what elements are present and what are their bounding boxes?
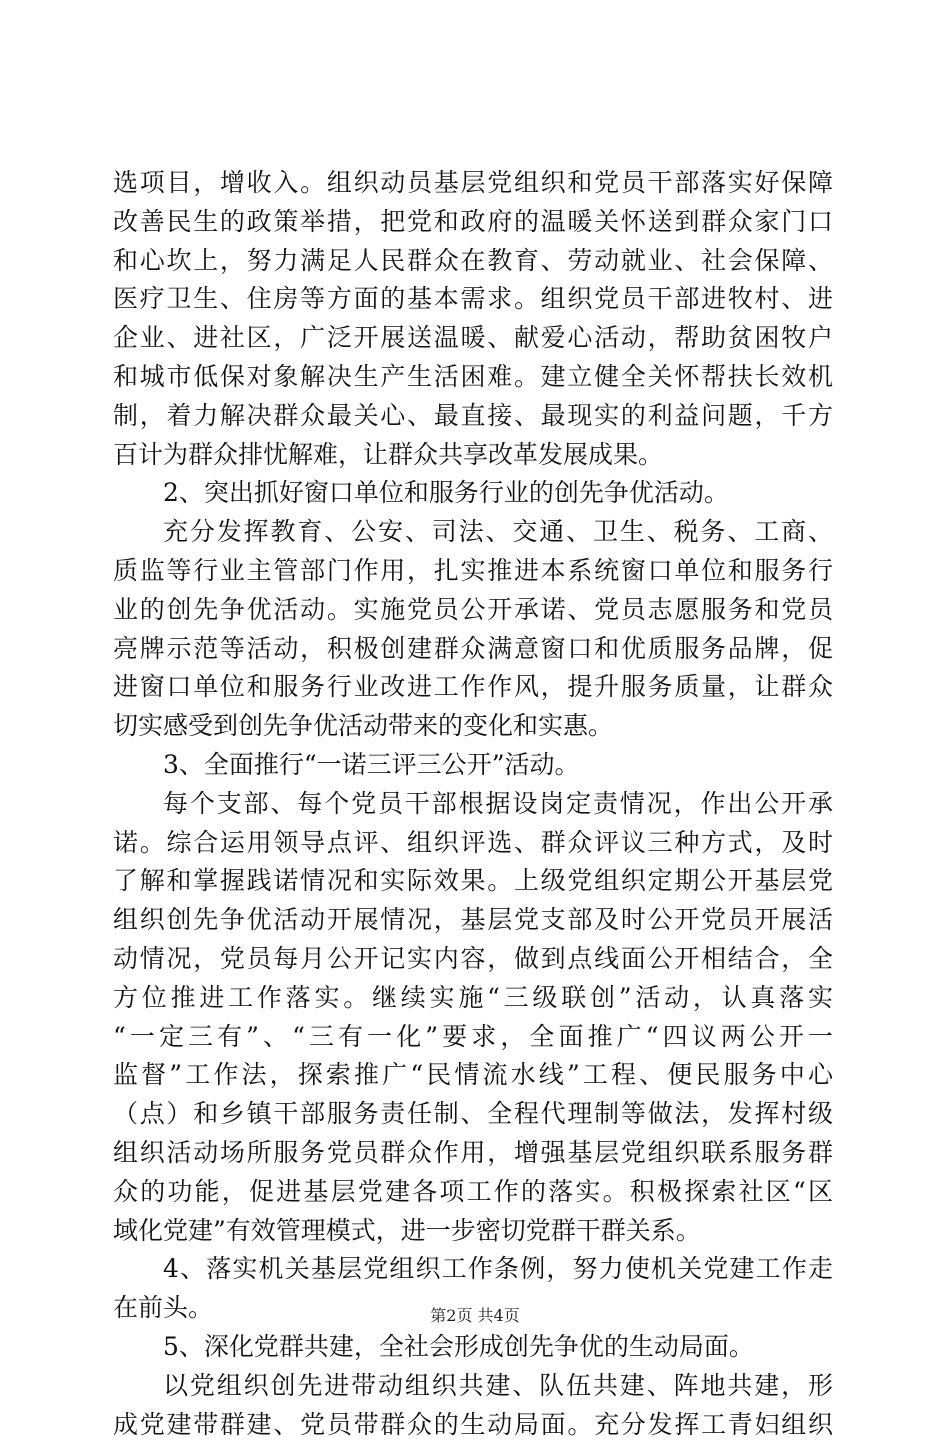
section-heading: 3、全面推行“一诺三评三公开”活动。 — [113, 746, 833, 785]
body-line: 组织创先争优活动开展情况，基层党支部及时公开党员开展活 — [113, 901, 833, 940]
body-line: 质监等行业主管部门作用，扎实推进本系统窗口单位和服务行 — [113, 552, 833, 591]
body-line: 动情况，党员每月公开记实内容，做到点线面公开相结合，全 — [113, 940, 833, 979]
body-line: 在前头。 — [113, 1289, 833, 1328]
body-line: 亮牌示范等活动，积极创建群众满意窗口和优质服务品牌，促 — [113, 630, 833, 669]
page-number-footer: 第2页 共4页 — [0, 1306, 950, 1326]
body-line: 域化党建”有效管理模式，进一步密切党群干群关系。 — [113, 1212, 833, 1251]
body-line: “一定三有”、“三有一化”要求，全面推广“四议两公开一 — [113, 1018, 833, 1057]
body-line: 企业、进社区，广泛开展送温暖、献爱心活动，帮助贫困牧户 — [113, 319, 833, 358]
paragraph-first-line: 充分发挥教育、公安、司法、交通、卫生、税务、工商、 — [113, 513, 833, 552]
body-line: 成党建带群建、党员带群众的生动局面。充分发挥工青妇组织 — [113, 1406, 833, 1444]
body-line: 进窗口单位和服务行业改进工作作风，提升服务质量，让群众 — [113, 668, 833, 707]
paragraph-first-line: 每个支部、每个党员干部根据设岗定责情况，作出公开承 — [113, 785, 833, 824]
paragraph-first-line: 以党组织创先进带动组织共建、队伍共建、阵地共建，形 — [113, 1367, 833, 1406]
body-line: 方位推进工作落实。继续实施“三级联创”活动，认真落实 — [113, 979, 833, 1018]
body-line: 和城市低保对象解决生产生活困难。建立健全关怀帮扶长效机 — [113, 358, 833, 397]
body-line: 业的创先争优活动。实施党员公开承诺、党员志愿服务和党员 — [113, 591, 833, 630]
body-line: 改善民生的政策举措，把党和政府的温暖关怀送到群众家门口 — [113, 203, 833, 242]
body-line: （点）和乡镇干部服务责任制、全程代理制等做法，发挥村级 — [113, 1095, 833, 1134]
body-line: 制，着力解决群众最关心、最直接、最现实的利益问题，千方 — [113, 397, 833, 436]
section-heading: 2、突出抓好窗口单位和服务行业的创先争优活动。 — [113, 474, 833, 513]
body-line: 百计为群众排忧解难，让群众共享改革发展成果。 — [113, 436, 833, 475]
body-line: 选项目，增收入。组织动员基层党组织和党员干部落实好保障 — [113, 164, 833, 203]
body-line: 组织活动场所服务党员群众作用，增强基层党组织联系服务群 — [113, 1134, 833, 1173]
body-line: 了解和掌握践诺情况和实际效果。上级党组织定期公开基层党 — [113, 862, 833, 901]
body-line: 诺。综合运用领导点评、组织评选、群众评议三种方式，及时 — [113, 824, 833, 863]
document-body — [113, 164, 833, 1444]
section-heading: 5、深化党群共建，全社会形成创先争优的生动局面。 — [113, 1328, 833, 1367]
body-line: 医疗卫生、住房等方面的基本需求。组织党员干部进牧村、进 — [113, 280, 833, 319]
body-line: 和心坎上，努力满足人民群众在教育、劳动就业、社会保障、 — [113, 242, 833, 281]
section-heading: 4、落实机关基层党组织工作条例，努力使机关党建工作走 — [113, 1250, 833, 1289]
body-line: 切实感受到创先争优活动带来的变化和实惠。 — [113, 707, 833, 746]
body-line: 监督”工作法，探索推广“民情流水线”工程、便民服务中心 — [113, 1056, 833, 1095]
body-line: 众的功能，促进基层党建各项工作的落实。积极探索社区“区 — [113, 1173, 833, 1212]
